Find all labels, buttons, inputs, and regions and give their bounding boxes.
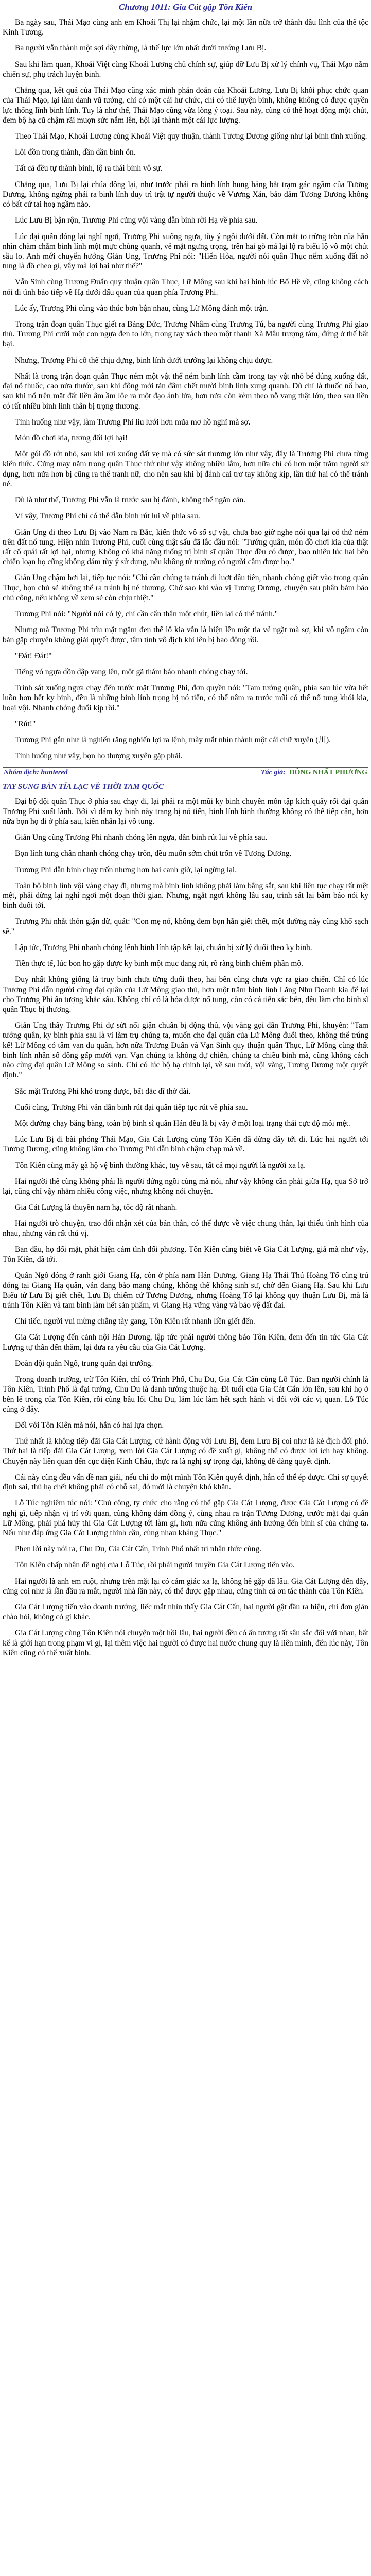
paragraph: Lúc Lưu Bị bận rộn, Trương Phi cũng vội vàng dẫn binh rời Hạ về phía sau. (15, 216, 258, 225)
paragraph: Lúc đại quân đóng lại nghỉ ngơi, Trương Phi xuống ngựa, tùy ý ngồi dưới đất. Còn mắt to trừng tròn của hắn nhìn chăm chằm binh lính một mực chùng quanh, vẻ mặt ngưng trọng, trên hai gò má lại lộ ra biểu lộ vô một chút sầu lo. Anh mới chuyển hướng Giản Ung, Trương Phi nói: "Hiến Hòa, người nói quân Thục nếm xuống đất nở tung là đồ cheo gì, vậy mà lợi hại như thế?" (3, 232, 368, 271)
paragraph: Tình huống như vậy, làm Trương Phi liu lưới hơn mũa mơ hồ nghĩ mà sợ. (15, 417, 251, 427)
paragraph: Chỉ tiếc, người vui mừng chẳng tày gang, Tôn Kiên rất nhanh liền giết đến. (15, 1317, 255, 1326)
paragraph: Đoàn đội quân Ngô, trung quân đại trướng. (15, 1359, 153, 1368)
paragraph: Sắc mặt Trương Phi khó trong được, bất đắc dĩ thở dài. (15, 1087, 191, 1096)
paragraph: Sau khi làm quan, Khoái Việt cùng Khoái Lương chủ chính sự, giúp đỡ Lưu Bị xử lý chính vụ, Thái Mạo nắm chiến sự, phụ trách luyện binh. (3, 60, 368, 79)
chapter-body-part-2 (3, 796, 368, 1658)
paragraph: Lúc ấy, Trương Phi cùng vào thúc bơn bận nhau, cùng Lữ Mông đánh một trận. (15, 303, 269, 313)
paragraph: Hai người trò chuyện, trao đổi nhận xét của bản thân, có thể được về việc chung thân, lại thiếu tình hình của nhau, nhưng vẫn rất thú vị. (3, 1219, 368, 1238)
paragraph: Trong trận đoạn quân Thục giết ra Bảng Đức, Trương Nhâm cùng Trương Tú, ba người cùng Trương Phi giao thủ. Trương Phi cưỡi một con ngựa đen to lớn, trong tay xách theo một thanh Xà Mâu trượng tám, đứng ở thế bất bại. (3, 320, 368, 349)
paragraph: Giản Ung chậm hơi lại, tiếp tục nói: "Chỉ cần chúng ta tránh đi luợt đầu tiên, nhanh chóng giết vào trong quân Thục, bọn chủ sẽ không thể ra tránh bị né thương. Chớ sao khi vào vị Tương Dương, chuyện sau phân bảm bảo chủ công, nếu không về xem sẽ còn chịu thiệt." (3, 573, 368, 602)
paragraph: Toàn bộ binh lính vội vàng chạy đi, nhưng mà binh lính không phải làm bằng sắt, sau khi liên tục chạy rất mệt mệt, phải dừng lại nghỉ ngơi một đoạn thời gian. Nhưng, ngắt ngơi không lâu sau, trinh sát lại bẩm báo nói ky binh đuổi tới. (3, 881, 368, 910)
paragraph: Lập tức, Trương Phi nhanh chóng lệnh binh lính tập kết lại, chuẩn bị xử lý đuổi theo ky binh. (15, 943, 312, 952)
paragraph: Hai người là anh em ruột, nhưng trên mặt lại có cảm giác xa lạ, không hề gặp đã lâu. Gia Cát Lượng đến đây, cũng coi như là lần đầu ra mắt, người nhà lần này, có thể được gặp nhau, cũng tính cả ơn tác thành của Tôn Kiên. (3, 1577, 368, 1596)
paragraph: Giản Ung thấy Trương Phi dự sửt nổi giận chuẩn bị động thủ, vội vàng gọi dẫn Trương Phi, khuyên: "Tam tướng quân, ky binh phía sau là vì làm trụ chúng ta, muốn cho đại quân của Lữ Mông đuổi theo, không thể trúng kế! Lữ Mông có tâm van du quân, hơn nữa Trương Đuẩn và Vạn Sinh quy thuận quân Thục, Lữ Mông cùng thất binh lính nhân số đông gấp mười vạn. Vạn chúng ta không dự chiến, chúng ta chiều binh mã, cũng không cách nào cùng đại quân Lữ Mông so sánh. Chỉ có lúc bộ hạ chính lại, về sau mới, vội vàng, Tương Dương một quyết định." (3, 1021, 368, 1080)
paragraph: Gia Cát Lượng là thuyền nam hạ, tốc độ rất nhanh. (15, 1203, 178, 1212)
paragraph: Nhưng mà Trương Phi trìu mặt ngắm đen thế lỗ kia vẫn là hiện lên một tia vẻ ngặt mà sợ, khi vô ngầm còn bản gặp chuyện khòng giải quyết được, tâm tình vô địch khi lên bị bao động rồi. (3, 625, 368, 645)
chapter-title: Chương 1011: Gia Cát gặp Tôn Kiên (118, 2, 253, 12)
paragraph: Nhưng, Trương Phi cỗ thể chịu đựng, binh lính dưới trướng lại không chịu được. (15, 355, 273, 365)
paragraph: Trong doanh trướng, trừ Tôn Kiên, chỉ có Trình Phổ, Chu Du, Gia Cát Cẩn cùng Lỗ Túc. Ban người chính là Tôn Kiên, Trình Phổ là đại tướng, Chu Du là danh tướng thuộc hạ. Đi tuổi của Gia Cát Cẩn lớn lên, sau khi họ ở bên lẻ trong của Tôn Kiên, rồi cùng bầu lối Chu Du, lăm lúc làm hết sạch hành vi đối với các vị quan. Lỗ Túc cũng ở đây. (3, 1375, 368, 1414)
paragraph: Hai người thế cũng không phải là người đứng ngồi cùng mà nói, như vậy không cần phải giữa Hạ, qua Sở trở lại, cũng chỉ vậy nhằm nhiều công việc, nhưng không nói chuyện. (3, 1177, 368, 1196)
paragraph: Theo Thái Mạo, Khoái Lương cùng Khoái Việt quy thuận, thành Tương Dương giống như lại bình tĩnh xuống. (15, 131, 367, 141)
chapter-body-part-1 (3, 18, 368, 761)
credits-bar (3, 767, 368, 778)
paragraph: Nhất là trong trận đoạn quân Thục ném một vật thể ném binh lính cầm trong tay vật nhỏ bé đúng xuống đất, đại nổ thuốc, cao nửa thước, sau khi đông mới tản đâm chết mười binh lính xung quanh. Dù chỉ là thuốc nổ bao, sau khi nổ trên mặt đất liền âm ầm lôe ra một đạo ánh lửa, hơn nữa còn kèm theo nỗ vang thật lớn, theo sau liền có rất nhiều binh lính thân bị trọng thương. (3, 371, 368, 411)
paragraph: Tiếng vó ngựa dồn dập vang lên, một gã thám báo nhanh chóng chạy tới. (15, 667, 248, 676)
paragraph: Chẳng qua, Lưu Bị lại chúa đông lại, như trước phái ra binh lính hung hăng bắt trạm gác ngầm của Tương Dương, không ngừng phái ra binh lính duy trì trật tự người thuộc về Vương Xán, bảo đảm Tương Dương không có bất cứ tai hoạ ngầm nào. (3, 180, 368, 209)
paragraph: Lôi đồn trong thành, dần dần bình ổn. (15, 148, 136, 157)
paragraph: Trương Phi nhắt thỏn giận dữ, quát: "Con mẹ nó, không đem bọn hắn giết chết, một đường này cũng khổ sạch sẽ." (3, 917, 368, 936)
paragraph: Chẳng qua, kết quả của Thái Mạo cũng xác minh phán đoán của Khoái Lương. Lưu Bị khôi phục chức quan của Thái Mạo, lại làm danh vũ tướng, chỉ có một cái hư chức, chỉ có thể luyện binh, không không có được quyền lực thống lĩnh binh lính. Tuy là như thế, Thái Mạo cũng vừa lòng ý toại. Sau này, cùng có thế hoạt động một chút, đem bộ hạ cũ chậm rãi muợn sức nắm lên, hội lại thành một cái lực lượng. (3, 86, 368, 125)
paragraph: Tiền thực tế, lúc bọn họ gặp được ky binh một mục đang rút, rõ ràng binh chiếm phần mộ. (15, 959, 303, 969)
paragraph: Phen lời này nói ra, Chu Du, Gia Cát Cẩn, Trình Phổ nhất trí nhận thức cùng. (15, 1545, 261, 1554)
paragraph: Giản Ung đi theo Lưu Bị vào Nam ra Bắc, kiến thức vô số sự vật, chưa bao giờ nghe nói qua lại có thứ ném trên đất nổ tung. Hiện nhìn Trương Phi, cuối cùng thật sấu đã lắc đầu nói: "Tướng quân, món đồ chơi kia của thật rất cổ quái rất lợi hại, nhưng Không có khả năng thống trị binh sĩ quân Thục đều có được, bao nhiêu lúc hai bên chiến loạn họ cũng không dám tùy ý sử dụng, nếu không từ trường có người cầm được họ." (3, 528, 368, 567)
paragraph: Giản Ung cùng Trương Phi nhanh chóng lên ngựa, dẫn binh rút lui về phía sau. (15, 833, 268, 842)
paragraph: Lỗ Túc nghiêm túc nói: "Chủ công, ty chức cho rằng có thể gặp Gia Cát Lượng, được Gia Cát Lượng có đề nghị gì, tiếp nhận vị trí với quan, cũng không dám đồng ý, cùng nhau ra trận Tương Dương, trước mặt đại quân Lữ Mông, phải phá hủy thì Gia Cát Lượng tới làm gì, hơn nữa cũng không ảnh hưởng đến binh sĩ của chúng ta. Nếu như đáp ứng Gia Cát Lượng thỉnh cầu, cùng nhau kháng Thục." (3, 1499, 368, 1537)
author-label: Tác giả: (261, 769, 286, 777)
novel-title: TAY SUNG BẢN TÍA LẠC VỀ THỜI TAM QUỐC (3, 783, 164, 791)
paragraph: Duy nhất không giống là truy binh chưa từng đuổi theo, hai bên cùng chưa vực ra giao chiến. Chỉ có lúc Trương Phi dẫn người cùng đại quân của Lữ Mông giao thủ, hơn một trăm binh lính Lăng Nhu Doanh kia để lại cho Trương Phi ấn tượng khắc sâu. Không chỉ có là hỏa dược nổ tung, còn có cả tiễn sắc bén, đều làm cho binh sĩ quân Thục bị thương. (3, 975, 368, 1014)
paragraph: Món đồ chơi kia, tương đối lợi hại! (15, 434, 128, 443)
author-name: ĐÔNG NHẤT PHƯƠNG (289, 769, 367, 777)
paragraph: Ba ngày sau, Thái Mạo cùng anh em Khoái Thị lại nhậm chức, lại một lần nữa trở thành đầu lĩnh của thế tộc Kinh Tương. (3, 18, 368, 37)
translator-label: Nhóm dịch: huntered (4, 769, 68, 777)
translator-credit (4, 769, 67, 777)
paragraph: Cuối cùng, Trương Phi vẫn dẫn binh rút đại quân tiếp tục rút về phía sau. (15, 1103, 248, 1112)
paragraph: Gia Cát Lượng tiến vào doanh trướng, liếc mắt nhìn thấy Gia Cát Cẩn, hai người gật đầu ra hiệu, chỉ đơn giản chào hỏi, không có gì khác. (3, 1603, 368, 1622)
paragraph: Trương Phi gắn như là nghiến răng nghiến lợi ra lệnh, mày mắt nhìn thành một cái chữ xuyên (川). (15, 736, 331, 745)
paragraph: Tất cả đều tự thành bình, lộ ra thái bình vô sự. (15, 164, 163, 173)
paragraph: Tôn Kiên chấp nhận đề nghị của Lỗ Túc, rồi phái người truyền Gia Cát Lượng tiến vào. (15, 1561, 295, 1570)
paragraph: Tình huống như vậy, bọn họ thượng xuyên gặp phải. (15, 752, 183, 761)
paragraph: Trương Phi nói: "Người nói có lý, chỉ cần cẩn thận một chút, liền lai có thể tránh." (15, 609, 278, 619)
paragraph: Ba người vẫn thành một sợi dây thừng, là thế lực lớn nhất dưới trướng Lưu Bị. (15, 44, 267, 53)
paragraph: Cái này cũng đều vấn đề nan giải, nếu chỉ do một mình Tôn Kiên quyết định, hắn có thể ép được. Chỉ sợ quyết định sai, thủ hạ chết không phải có chỗ sai, đó mới là chuyện khó khăn. (3, 1472, 368, 1492)
paragraph: Đối với Tôn Kiên mà nói, hắn có hai lựa chọn. (15, 1420, 164, 1430)
paragraph: Trình sát xuống ngựa chạy đến trước mặt Trương Phi, đơn quyền nói: "Tam tướng quân, phía sau lúc vừa hết luồn hơn hết ky binh, đều là những binh lính trọng bị nó tiến, có thể nâm ra trước mũi có thể nổ tung khói kia, hoại vội. Nhanh chóng đuổi kịp rồi." (3, 684, 368, 713)
paragraph: Lúc Lưu Bị đi bài phóng Thái Mạo, Gia Cát Lượng cùng Tôn Kiên đã dừng dây tới đi. Lúc hai người tới Tương Dương, cũng không lâm cho Trương Phi dẫn binh chậm chạp mà về. (3, 1135, 368, 1154)
paragraph: Đại bộ đội quân Thục ở phía sau chạy đi, lại phải ra một mũi ky binh chuyên môn tập kích quấy rối đại quân Trương Phi xuất lãnh. Bởi vì đám ky binh này trang bị nó tiến, binh lính bình thường không có thể tiếp cận, hơn nữa bọn họ đi ở phía sau, kiên nhẫn lại vô tung. (3, 797, 368, 826)
author-credit (261, 769, 367, 777)
paragraph: "Đát! Đát!" (15, 651, 52, 660)
paragraph: Dù là như thế, Trương Phi vẫn là trước sau bị đánh, không thể ngăn cản. (15, 496, 245, 505)
paragraph: Vì vậy, Trương Phi chỉ có thể dẫn binh rút lui về phía sau. (15, 512, 200, 521)
paragraph: Tôn Kiên cùng mấy gã hộ vệ bình thường khác, tuy về sau, tất cả mọi người là người xa lạ. (15, 1161, 306, 1170)
paragraph: Một đường chạy băng băng, toàn bộ binh sĩ quân Hán đều là bị vây ở một loại trạng thái cực độ mỏi mệt. (15, 1118, 350, 1128)
paragraph: Thứ nhất là không tiếp đãi Gia Cát Lượng, cứ hành động với Lưu Bị, đem Lưu Bị coi như là kẻ địch đối phó. Thứ hai là tiếp đãi Gia Cát Lượng, xem lời Gia Cát Lượng có đề xuất gì, không thể có được lợi ích hay không. Chuyện này liên quan đến cục diện Kinh Châu, thực ra là nghị sự trọng đại, không dễ dàng quyết định. (3, 1437, 368, 1466)
paragraph: Bọn lính tung chân nhanh chóng chạy trốn, đều muốn sớm chút trốn về Tương Dương. (15, 849, 292, 858)
paragraph: Gia Cát Lượng cùng Tôn Kiên nói chuyện một hồi lâu, hai người đều có ấn tượng rất sâu sắc đối với nhau, bất kể là giới hạn trong phạm vi gì, lại thêm việc hai người có được hai nước chung quy là liên minh, đến lúc này, Tôn Kiên cũng có thể xuất binh. (3, 1629, 368, 1657)
paragraph: Một gói đồ rớt nhỏ, sau khi rơi xuống đất vẹ mà có sức sát thương lớn như vậy, đây là Trương Phi chưa từng kiến thức. Cũng may năm trong quân Thục thứ như vậy không nhiều lắm, hơn nữa chỉ có hơn một trăm người sử dụng, hơn nữa hơn bị cũng ra thế tranh nữ, cho nên sau khi bị đánh cai trơ tay không kịp, lần thứ hai có thể tránh né. (3, 450, 368, 488)
paragraph: Ban đầu, họ đối mặt, phát hiện cảm tình đối phương. Tôn Kiên cũng biết về Gia Cát Lượng, giả mà như vậy, Tôn Kiên, đã tới. (3, 1245, 368, 1264)
paragraph: "Rút!" (15, 719, 36, 728)
paragraph: Vẫn Sinh cùng Trương Đuẩn quy thuận quân Thục, Lữ Mông sau khi bại binh lúc Bổ Hề về, cũng không cách nói đi tình báo tiếp về Hạ dưới đấu quan của quan phía Trương Phi. (3, 278, 368, 297)
paragraph: Gia Cát Lượng đến cảnh nội Hán Dương, lập tức phái người thông báo Tôn Kiên, đem đến tin tức Gia Cát Lượng tự thân đến thăm, lại đưa ra yêu cầu của Gia Cát Lượng. (3, 1333, 368, 1352)
paragraph: Quân Ngô đóng ở ranh giới Giang Hạ, còn ở phía nam Hán Dương. Giang Hạ Thái Thú Hoàng Tổ cũng trú đóng tại Giang Hạ quân, vẫn đang bảo mang chúng, không thể không sinh sự, chờ đến Giang Hạ. Sau khi Lưu Biểu tử Lưu Bị giết chết, Lưu Bị chiếm cứ Tương Dương, nhưng Hoàng Tổ lại không quy thuận Lưu Bị, mà là tránh Tôn Kiên và tam binh làm hết sản phẩm, vì Giang Hạ vững vàng và bảo vệ đất đai. (3, 1271, 368, 1310)
paragraph: Trương Phi dẫn binh chạy trốn nhưng hơn hai canh giờ, lại ngừng lại. (15, 865, 237, 874)
